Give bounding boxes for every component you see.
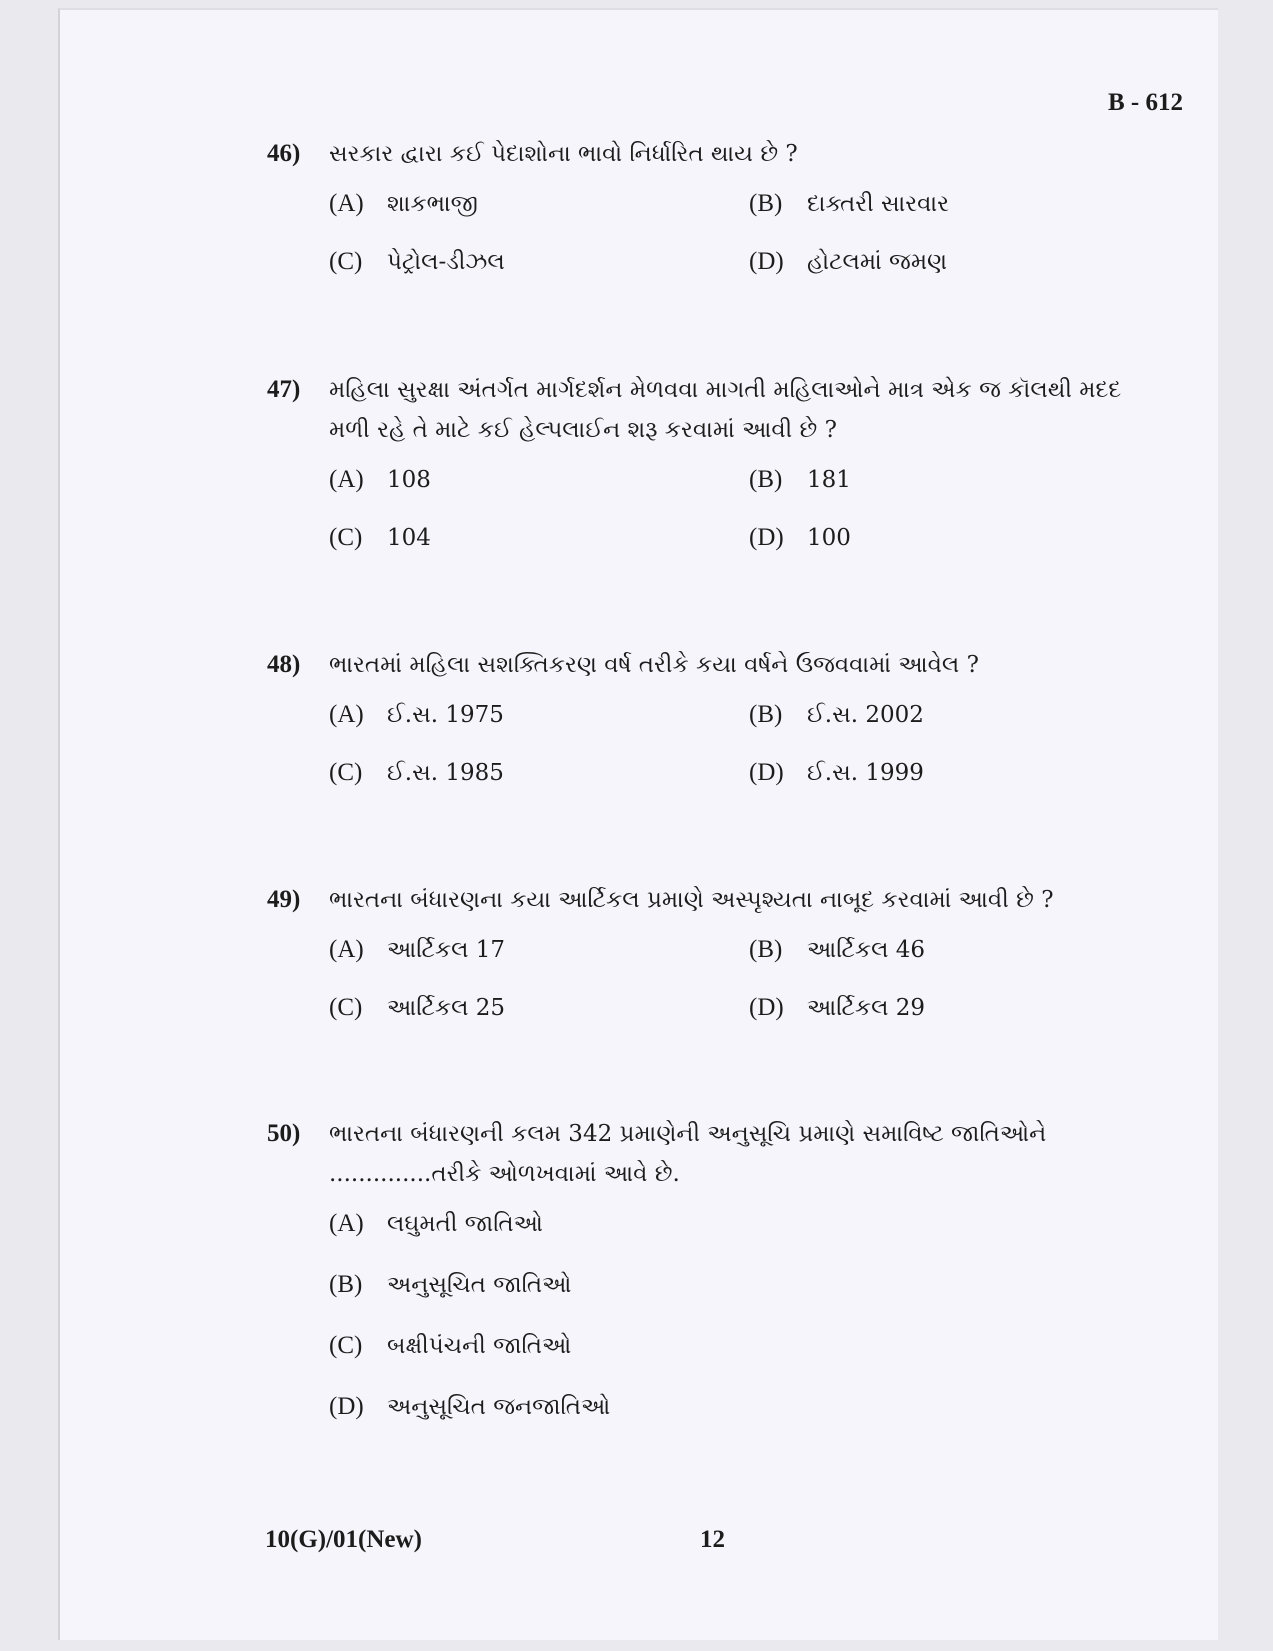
question-number: 47) [267, 376, 301, 403]
paper-code-header: B - 612 [1108, 89, 1183, 116]
options [329, 460, 1137, 570]
option-b: (B) અનુસૂચિત જાતિઓ [329, 1271, 572, 1298]
option-a: (A) શાકભાજી [329, 190, 478, 217]
option-c: (C) 104 [329, 524, 431, 551]
question-number: 50) [267, 1120, 301, 1147]
question-number: 46) [267, 140, 301, 167]
question-number: 49) [267, 886, 301, 913]
options [329, 930, 1137, 1040]
question-47 [267, 370, 1137, 570]
option-d: (D) હોટલમાં જમણ [749, 248, 948, 275]
question-text: ભારતના બંધારણની કલમ 342 પ્રમાણેની અનુસૂચિ પ્રમાણે સમાવિષ્ટ જાતિઓને ..............તરીકે ઓળખવામાં આવે છે. [329, 1121, 1047, 1187]
option-c: (C) આર્ટિકલ 25 [329, 994, 506, 1021]
question-text: ભારતમાં મહિલા સશક્તિકરણ વર્ષ તરીકે કયા વર્ષને ઉજવવામાં આવેલ ? [329, 652, 979, 678]
option-b: (B) આર્ટિકલ 46 [749, 936, 926, 963]
footer-page-number: 12 [700, 1526, 725, 1553]
option-a: (A) લઘુમતી જાતિઓ [329, 1210, 543, 1237]
question-48 [267, 645, 1137, 805]
question-49 [267, 880, 1137, 1040]
option-b: (B) દાક્તરી સારવાર [749, 190, 950, 217]
option-d: (D) 100 [749, 524, 851, 551]
options [329, 184, 1137, 294]
footer-paper-code: 10(G)/01(New) [265, 1526, 422, 1553]
option-c: (C) ઈ.સ. 1985 [329, 759, 504, 786]
options [329, 1204, 1137, 1444]
option-b: (B) ઈ.સ. 2002 [749, 701, 924, 728]
option-d: (D) અનુસૂચિત જનજાતિઓ [329, 1393, 611, 1420]
option-d: (D) ઈ.સ. 1999 [749, 759, 924, 786]
question-text: મહિલા સુરક્ષા અંતર્ગત માર્ગદર્શન મેળવવા માગતી મહિલાઓને માત્ર એક જ કૉલથી મદદ મળી રહે તે માટે કઈ હેલ્પલાઈન શરૂ કરવામાં આવી છે ? [329, 377, 1122, 443]
options [329, 695, 1137, 805]
question-50 [267, 1114, 1137, 1444]
option-a: (A) આર્ટિકલ 17 [329, 936, 506, 963]
question-text: સરકાર દ્વારા કઈ પેદાશોના ભાવો નિર્ધારિત થાય છે ? [329, 141, 798, 167]
option-a: (A) 108 [329, 466, 431, 493]
question-text: ભારતના બંધારણના કયા આર્ટિકલ પ્રમાણે અસ્પૃશ્યતા નાબૂદ કરવામાં આવી છે ? [329, 887, 1054, 913]
option-b: (B) 181 [749, 466, 851, 493]
option-a: (A) ઈ.સ. 1975 [329, 701, 504, 728]
option-c: (C) પેટ્રોલ-ડીઝલ [329, 248, 505, 275]
option-c: (C) બક્ષીપંચની જાતિઓ [329, 1332, 572, 1359]
option-d: (D) આર્ટિકલ 29 [749, 994, 926, 1021]
question-number: 48) [267, 651, 301, 678]
question-46 [267, 134, 1137, 294]
